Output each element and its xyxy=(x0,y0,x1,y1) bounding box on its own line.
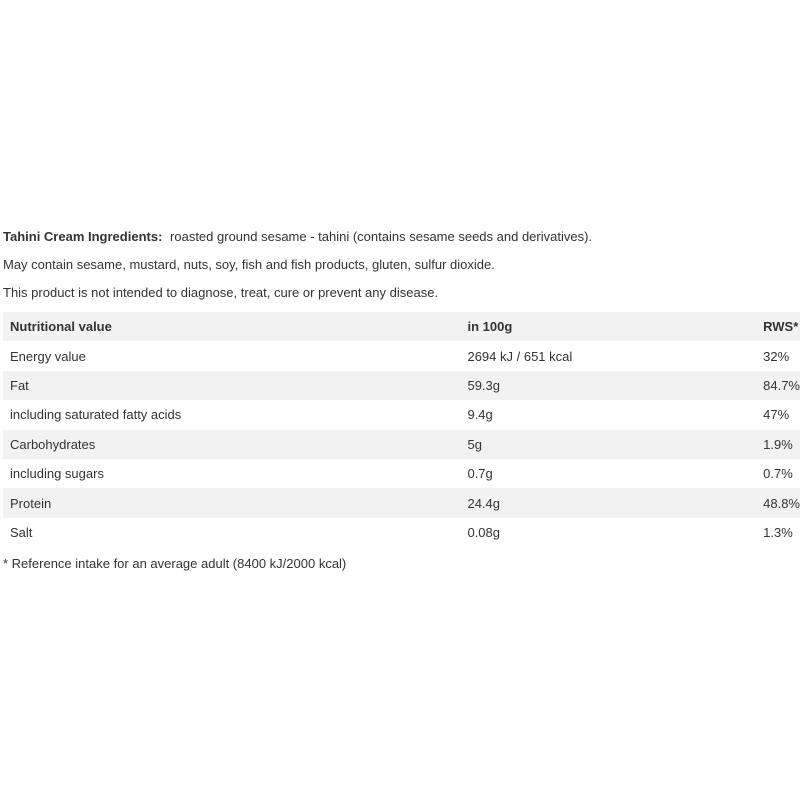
row-name: Salt xyxy=(10,524,33,540)
table-row xyxy=(3,371,800,400)
row-per100: 24.4g xyxy=(467,495,501,511)
row-per100: 59.3g xyxy=(467,377,501,393)
table-header-row xyxy=(3,312,800,341)
footnote: * Reference intake for an average adult (8400 kJ/2000 kcal) xyxy=(3,556,347,572)
table-row xyxy=(3,400,800,429)
row-rws: 1.3% xyxy=(763,524,793,540)
ingredients-label: Tahini Cream Ingredients: xyxy=(3,229,163,244)
allergens-line: May contain sesame, mustard, nuts, soy, fish and fish products, gluten, sulfur dioxide. xyxy=(3,257,495,272)
row-name: Fat xyxy=(10,377,29,393)
row-name: Protein xyxy=(10,495,52,511)
table-row xyxy=(3,459,800,488)
row-rws: 47% xyxy=(763,407,790,423)
ingredients-text: roasted ground sesame - tahini (contains sesame seeds and derivatives). xyxy=(170,229,593,244)
row-rws: 32% xyxy=(763,348,790,364)
row-per100: 9.4g xyxy=(467,407,493,423)
row-rws: 1.9% xyxy=(763,436,793,452)
row-per100: 0.7g xyxy=(467,466,493,482)
header-nutritional-value: Nutritional value xyxy=(10,319,112,335)
product-info xyxy=(3,226,800,575)
row-rws: 84.7% xyxy=(763,377,800,393)
row-name: including sugars xyxy=(10,466,104,482)
row-per100: 0.08g xyxy=(467,524,501,540)
row-per100: 2694 kJ / 651 kcal xyxy=(467,348,573,364)
row-per100: 5g xyxy=(467,436,482,452)
nutrition-table xyxy=(3,312,800,547)
header-per-100g: in 100g xyxy=(467,319,513,335)
disclaimer-line: This product is not intended to diagnose, treat, cure or prevent any disease. xyxy=(3,285,439,300)
table-row xyxy=(3,430,800,459)
row-name: including saturated fatty acids xyxy=(10,407,182,423)
table-row xyxy=(3,341,800,370)
row-rws: 48.8% xyxy=(763,495,800,511)
row-rws: 0.7% xyxy=(763,466,793,482)
row-name: Energy value xyxy=(10,348,86,364)
table-row xyxy=(3,518,800,547)
row-name: Carbohydrates xyxy=(10,436,96,452)
header-rws: RWS* xyxy=(763,319,799,335)
table-row xyxy=(3,488,800,517)
ingredients-line xyxy=(3,226,800,254)
